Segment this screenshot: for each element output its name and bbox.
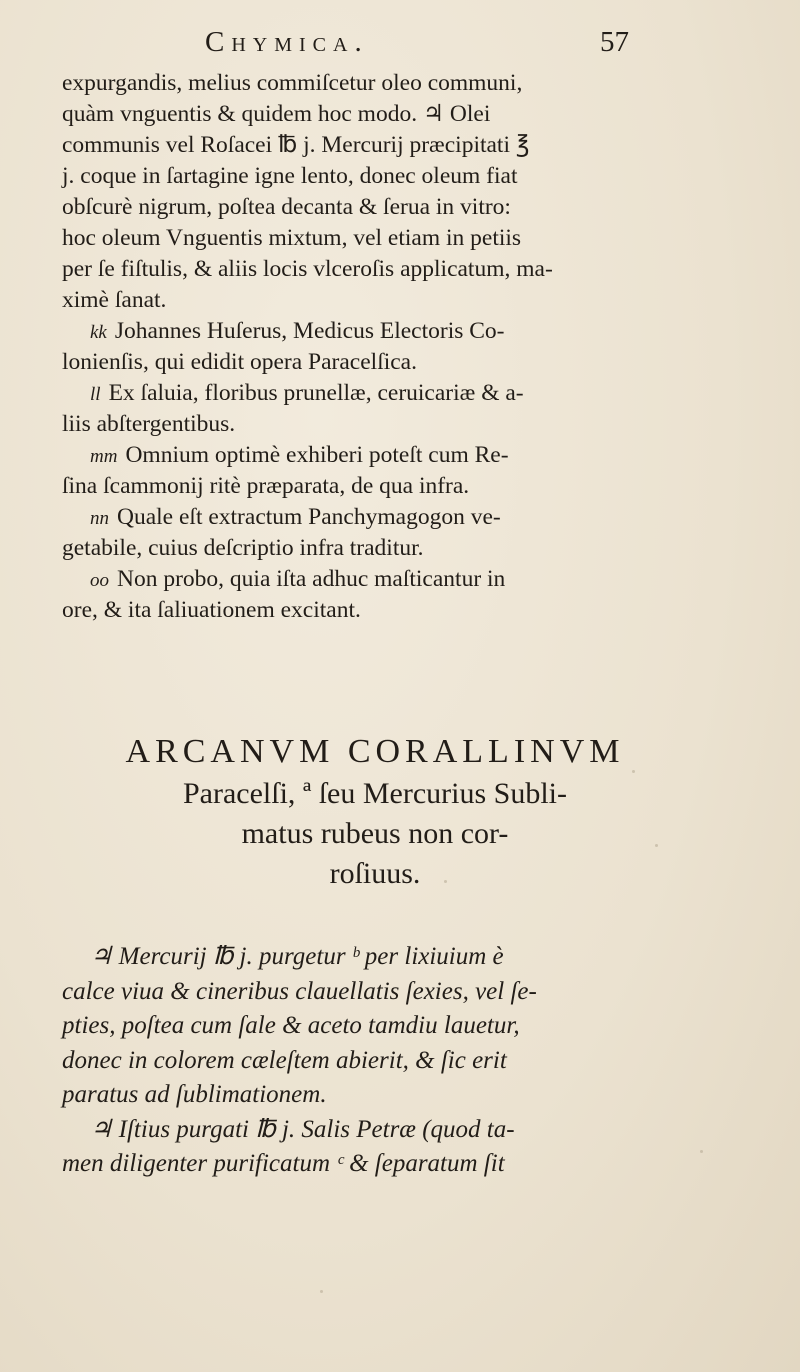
recipe-line: calce viua & cineribus clauellatis ſexies, vel ſe- (62, 977, 537, 1005)
text-line: ſina ſcammonij ritè præparata, de qua infra. (62, 473, 470, 499)
text-line: obſcurè nigrum, poſtea decanta & ſerua in vitro: (62, 194, 511, 220)
text-line: Ex ſaluia, floribus prunellæ, ceruicariæ & a- (108, 380, 524, 406)
text-line: hoc oleum Vnguentis mixtum, vel etiam in petiis (62, 225, 522, 251)
running-title: Chymica. (205, 26, 369, 58)
heading-title: ARCANVM CORALLINVM (125, 733, 625, 770)
text-line: j. coque in ſartagine igne lento, donec oleum fiat (62, 163, 518, 189)
recipe-line: ♃ Mercurij ℔ j. purgetur ᵇ per lixiuium è (90, 943, 504, 970)
paper-speck (320, 1290, 323, 1293)
footnotes-block (62, 68, 682, 626)
text-line: ore, & ita ſaliuationem excitant. (62, 597, 361, 623)
footnote-nn (62, 502, 682, 533)
footnote-key: ll (90, 384, 101, 405)
text-line: Quale eſt extractum Panchymagogon ve- (117, 504, 501, 530)
footnote-key: kk (90, 322, 107, 343)
text-line: communis vel Roſacei ℔ j. Mercurij præcipitati ℥ (62, 132, 530, 158)
paper-speck (700, 1150, 703, 1153)
footnote-mm (62, 440, 682, 471)
footnote-key: oo (90, 570, 109, 591)
page-number: 57 (600, 26, 629, 58)
paper-speck (444, 880, 447, 883)
heading-subtitle-line: Paracelſi, ª ſeu Mercurius Subli- (182, 777, 567, 810)
paper-speck (655, 844, 658, 847)
page-header (0, 26, 800, 66)
section-heading (55, 730, 695, 894)
footnote-key: nn (90, 508, 109, 529)
footnote-key: mm (90, 446, 118, 467)
text-line: Non probo, quia iſta adhuc maſticantur in (117, 566, 506, 592)
text-line: per ſe fiſtulis, & aliis locis vlceroſis applicatum, ma- (62, 256, 553, 282)
heading-subtitle-line: matus rubeus non cor- (241, 817, 509, 850)
text-line: lonienſis, qui edidit opera Paracelſica. (62, 349, 417, 375)
recipe-line: ♃ Iſtius purgati ℔ j. Salis Petræ (quod ta- (90, 1115, 515, 1143)
recipe-line: paratus ad ſublimationem. (62, 1081, 327, 1108)
text-line: quàm vnguentis & quidem hoc modo. ♃ Olei (62, 101, 491, 127)
text-line: Johannes Huſerus, Medicus Electoris Co- (114, 318, 505, 344)
footnote-oo (62, 564, 682, 595)
paper-speck (632, 770, 635, 773)
text-line: ximè ſanat. (62, 287, 167, 313)
text-line: liis abſtergentibus. (62, 411, 236, 437)
recipe-line: pties, poſtea cum ſale & aceto tamdiu lauetur, (62, 1012, 520, 1039)
footnote-ll (62, 378, 682, 409)
footnote-kk (62, 316, 682, 347)
recipe-text (62, 940, 692, 1182)
text-line: getabile, cuius deſcriptio infra traditur. (62, 535, 424, 561)
recipe-line: donec in colorem cæleſtem abierit, & ſic erit (62, 1046, 507, 1074)
text-line: expurgandis, melius commiſcetur oleo communi, (62, 70, 523, 96)
heading-subtitle-line: roſiuus. (329, 857, 421, 890)
text-line: Omnium optimè exhiberi poteſt cum Re- (125, 442, 509, 468)
recipe-line: men diligenter purificatum ᶜ & ſeparatum ſit (62, 1150, 505, 1177)
